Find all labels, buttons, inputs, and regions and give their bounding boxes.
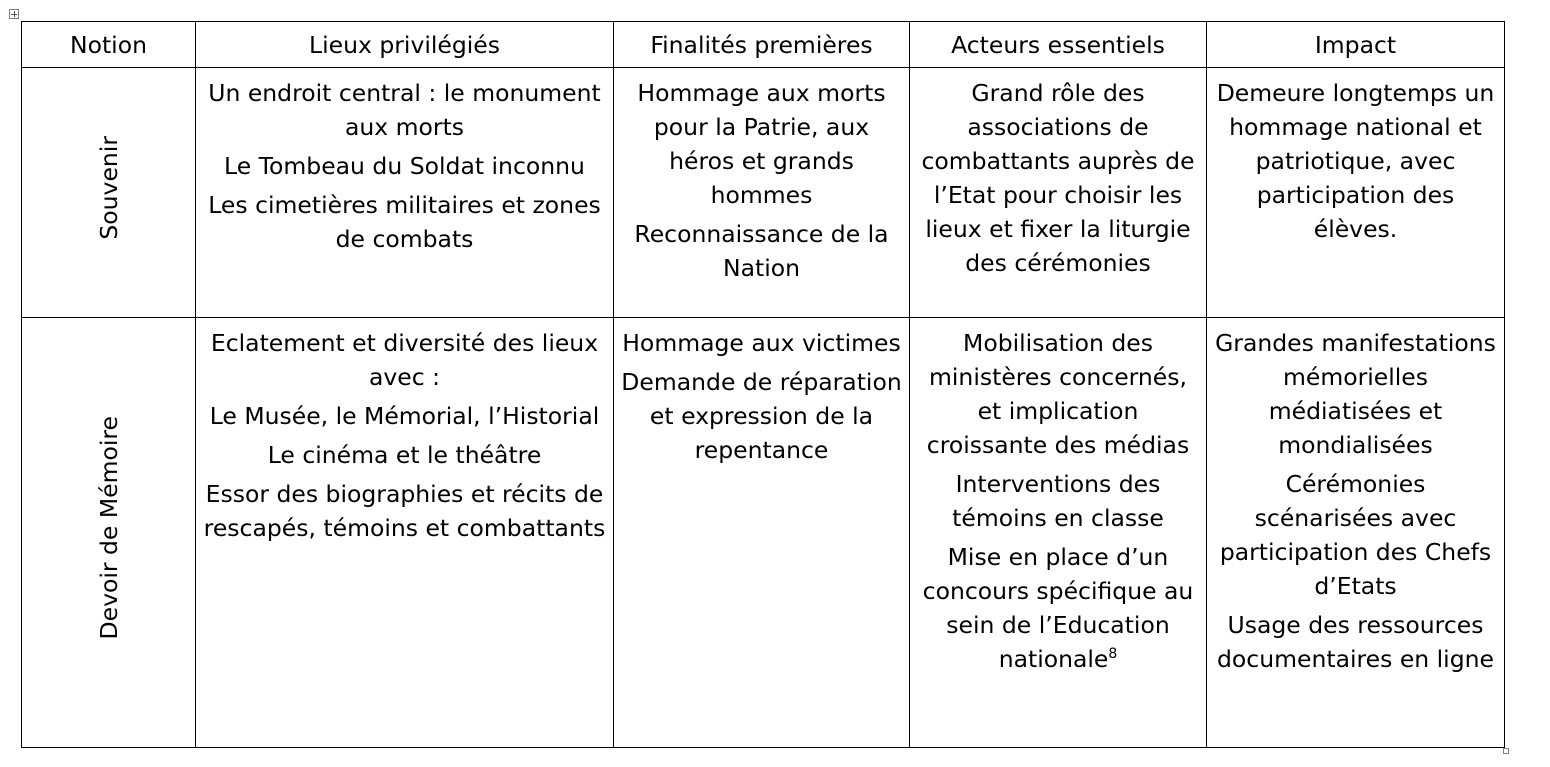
cell-paragraph: Grand rôle des associations de combattants auprès de l’Etat pour choisir les lieux et fixer la liturgie des cérémonies bbox=[921, 79, 1195, 277]
cell-paragraph: Cérémonies scénarisées avec participation des Chefs d’Etats bbox=[1219, 470, 1492, 600]
cell-paragraph: Eclatement et diversité des lieux avec : bbox=[210, 329, 599, 391]
finalites-cell bbox=[614, 68, 910, 318]
cell-paragraph: Demeure longtemps un hommage national et patriotique, avec participation des élèves. bbox=[1216, 79, 1495, 243]
header-lieux: Lieux privilégiés bbox=[196, 22, 614, 68]
finalites-cell bbox=[614, 318, 910, 748]
cell-paragraph: Mobilisation des ministères concernés, et implication croissante des médias bbox=[926, 329, 1190, 459]
notion-cell bbox=[22, 318, 196, 748]
cell-paragraph: Les cimetières militaires et zones de combats bbox=[208, 191, 601, 253]
cell-paragraph: Hommage aux victimes bbox=[622, 329, 901, 357]
cell-paragraph: Un endroit central : le monument aux morts bbox=[208, 79, 601, 141]
cell-paragraph: Le cinéma et le théâtre bbox=[267, 441, 542, 469]
acteurs-cell bbox=[910, 318, 1207, 748]
cell-paragraph: Grandes manifestations mémorielles médiatisées et mondialisées bbox=[1215, 329, 1496, 459]
cell-paragraph: Usage des ressources documentaires en ligne bbox=[1217, 611, 1494, 673]
notion-cell bbox=[22, 68, 196, 318]
header-notion: Notion bbox=[22, 22, 196, 68]
notion-label: Devoir de Mémoire bbox=[94, 416, 123, 640]
lieux-cell bbox=[196, 318, 614, 748]
cell-paragraph: Le Musée, le Mémorial, l’Historial bbox=[209, 402, 600, 430]
acteurs-cell bbox=[910, 68, 1207, 318]
footnote-ref[interactable]: 8 bbox=[1108, 646, 1118, 663]
impact-cell bbox=[1207, 318, 1505, 748]
header-row bbox=[22, 22, 1505, 68]
cell-paragraph: Interventions des témoins en classe bbox=[952, 470, 1164, 532]
cell-paragraph: Le Tombeau du Soldat inconnu bbox=[224, 152, 585, 180]
cell-text: Mise en place d’un concours spécifique au sein de l’Education nationale bbox=[922, 543, 1194, 673]
cell-paragraph: Hommage aux morts pour la Patrie, aux héros et grands hommes bbox=[637, 79, 886, 209]
cell-paragraph bbox=[916, 540, 1200, 676]
table-row bbox=[22, 68, 1505, 318]
notion-label: Souvenir bbox=[94, 136, 123, 240]
table-resize-handle[interactable] bbox=[1503, 748, 1509, 754]
lieux-cell bbox=[196, 68, 614, 318]
notion-table bbox=[21, 21, 1505, 748]
cell-paragraph: Demande de réparation et expression de la repentance bbox=[621, 368, 902, 464]
header-impact: Impact bbox=[1207, 22, 1505, 68]
table-row bbox=[22, 318, 1505, 748]
header-finalites: Finalités premières bbox=[614, 22, 910, 68]
cell-paragraph: Reconnaissance de la Nation bbox=[634, 220, 889, 282]
header-acteurs: Acteurs essentiels bbox=[910, 22, 1207, 68]
cell-paragraph: Essor des biographies et récits de rescapés, témoins et combattants bbox=[203, 480, 606, 542]
impact-cell bbox=[1207, 68, 1505, 318]
table-move-handle[interactable] bbox=[9, 9, 19, 19]
